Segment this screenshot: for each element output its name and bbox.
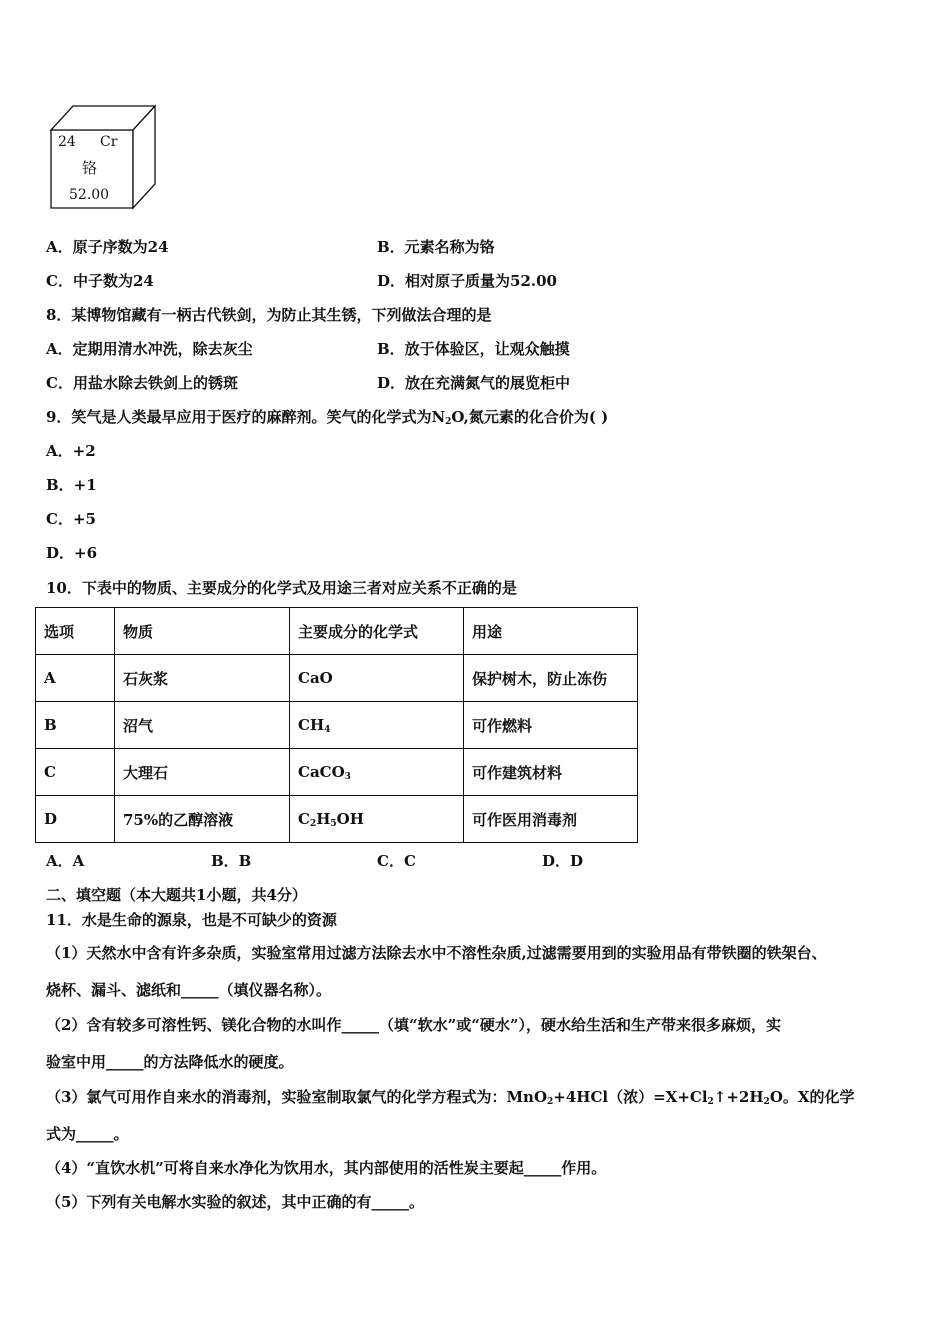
- use-cell: 可作建筑材料: [464, 749, 638, 796]
- element-name: 铬: [82, 159, 98, 177]
- option-cell: B: [36, 702, 115, 749]
- q8-option-b[interactable]: B．放于体验区，让观众触摸: [377, 340, 570, 358]
- q11-part1-line1: （1）天然水中含有许多杂质，实验室常用过滤方法除去水中不溶性杂质,过滤需要用到的实验用品有带铁圈的铁架台、: [46, 944, 827, 962]
- q9-option-b[interactable]: B．+1: [46, 476, 97, 494]
- q7-option-b[interactable]: B．元素名称为铬: [377, 238, 495, 256]
- use-cell: 可作燃料: [464, 702, 638, 749]
- q11-part2-line2: 验室中用_____的方法降低水的硬度。: [46, 1053, 294, 1071]
- q9-option-d[interactable]: D．+6: [46, 544, 98, 562]
- q7-option-a[interactable]: A．原子序数为24: [46, 238, 169, 256]
- q10-answer-a[interactable]: A．A: [46, 852, 85, 870]
- q11-part3-line1: （3）氯气可用作自来水的消毒剂，实验室制取氯气的化学方程式为：MnO$_2$+4HCl（浓）$=X+Cl_2↑+2H_2O$。X的化学: [46, 1088, 855, 1107]
- q11-part3-line2: 式为_____。: [46, 1125, 129, 1143]
- q8-option-a[interactable]: A．定期用清水冲洗，除去灰尘: [46, 340, 253, 358]
- q10-answer-d[interactable]: D．D: [542, 852, 584, 870]
- q11-part4: （4）“直饮水机”可将自来水净化为饮用水，其内部使用的活性炭主要起_____作用。: [46, 1159, 607, 1177]
- q9-option-a[interactable]: A．+2: [46, 442, 96, 460]
- q9-stem: 9．笑气是人类最早应用于医疗的麻醉剂。笑气的化学式为$N_2O$,氮元素的化合价为( ): [46, 408, 609, 427]
- q7-option-c[interactable]: C．中子数为24: [46, 272, 154, 290]
- q11-stem: 11．水是生命的源泉，也是不可缺少的资源: [46, 911, 337, 929]
- table-row: [36, 796, 638, 843]
- formula-cell: CaO: [290, 655, 464, 702]
- use-cell: 可作医用消毒剂: [464, 796, 638, 843]
- table-row: [36, 702, 638, 749]
- table-row: [36, 655, 638, 702]
- q10-stem: 10．下表中的物质、主要成分的化学式及用途三者对应关系不正确的是: [46, 579, 517, 597]
- header-cell: 物质: [115, 608, 290, 655]
- substance-cell: 大理石: [115, 749, 290, 796]
- element-symbol: Cr: [100, 134, 118, 150]
- formula-cell: $CH_4$: [290, 702, 464, 749]
- section-heading: 二、填空题（本大题共1小题，共4分）: [46, 886, 307, 904]
- formula-cell: CaCO$_3$: [290, 749, 464, 796]
- table-header-row: [36, 608, 638, 655]
- table-row: [36, 749, 638, 796]
- q10-answer-c[interactable]: C．C: [377, 852, 416, 870]
- substance-cell: 石灰浆: [115, 655, 290, 702]
- q8-stem: 8．某博物馆藏有一柄古代铁剑，为防止其生锈，下列做法合理的是: [46, 306, 492, 324]
- atomic-number: 24: [58, 134, 76, 150]
- q8-option-d[interactable]: D．放在充满氮气的展览柜中: [377, 374, 571, 392]
- substance-cell: 75%的乙醇溶液: [115, 796, 290, 843]
- q11-part2-line1: （2）含有较多可溶性钙、镁化合物的水叫作_____（填“软水”或“硬水”），硬水给生活和生产带来很多麻烦，实: [46, 1016, 781, 1034]
- use-cell: 保护树木，防止冻伤: [464, 655, 638, 702]
- q9-option-c[interactable]: C．+5: [46, 510, 96, 528]
- option-cell: C: [36, 749, 115, 796]
- formula-cell: $C_2H_5OH$: [290, 796, 464, 843]
- substance-cell: 沼气: [115, 702, 290, 749]
- q10-table: [35, 607, 638, 843]
- q11-part1-line2: 烧杯、漏斗、滤纸和_____（填仪器名称）。: [46, 981, 332, 999]
- q10-answer-b[interactable]: B．B: [211, 852, 252, 870]
- header-cell: 主要成分的化学式: [290, 608, 464, 655]
- header-cell: 用途: [464, 608, 638, 655]
- header-cell: 选项: [36, 608, 115, 655]
- atomic-mass: 52.00: [69, 187, 110, 203]
- option-cell: D: [36, 796, 115, 843]
- q8-option-c[interactable]: C．用盐水除去铁剑上的锈斑: [46, 374, 238, 392]
- q7-option-d[interactable]: D．相对原子质量为52.00: [377, 272, 557, 290]
- q11-part5: （5）下列有关电解水实验的叙述，其中正确的有_____。: [46, 1193, 424, 1211]
- option-cell: A: [36, 655, 115, 702]
